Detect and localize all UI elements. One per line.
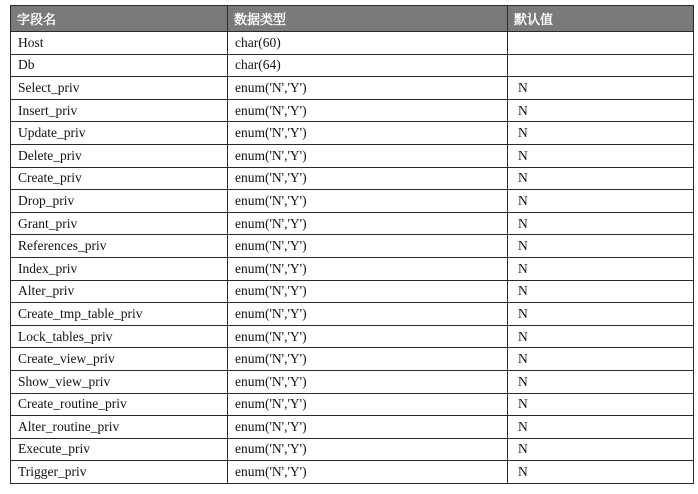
default-value-cell: N [508,257,694,280]
table-header-row [11,6,694,32]
default-value-cell: N [508,235,694,258]
table-row [11,438,694,461]
default-value-cell: N [508,370,694,393]
default-value-cell: N [508,212,694,235]
default-value-cell: N [508,144,694,167]
table-row [11,212,694,235]
data-type-cell: enum('N','Y') [228,99,508,122]
field-name-cell: Create_view_priv [11,348,228,371]
default-value-cell: N [508,122,694,145]
table-row [11,167,694,190]
header-data-type: 数据类型 [228,6,508,32]
table-body [11,32,694,484]
field-name-cell: Execute_priv [11,438,228,461]
field-name-cell: Lock_tables_priv [11,325,228,348]
field-table [10,5,694,484]
default-value-cell [508,54,694,77]
data-type-cell: char(60) [228,32,508,55]
default-value-cell: N [508,303,694,326]
data-type-cell: char(64) [228,54,508,77]
data-type-cell: enum('N','Y') [228,144,508,167]
data-type-cell: enum('N','Y') [228,325,508,348]
table-row [11,190,694,213]
default-value-cell: N [508,348,694,371]
field-name-cell: Alter_routine_priv [11,416,228,439]
data-type-cell: enum('N','Y') [228,393,508,416]
default-value-cell: N [508,167,694,190]
field-name-cell: Select_priv [11,77,228,100]
field-name-cell: Alter_priv [11,280,228,303]
table-row [11,54,694,77]
default-value-cell: N [508,393,694,416]
data-type-cell: enum('N','Y') [228,190,508,213]
data-type-cell: enum('N','Y') [228,167,508,190]
default-value-cell: N [508,280,694,303]
table-row [11,348,694,371]
data-type-cell: enum('N','Y') [228,303,508,326]
field-name-cell: Index_priv [11,257,228,280]
table-row [11,32,694,55]
table-row [11,461,694,484]
data-type-cell: enum('N','Y') [228,416,508,439]
table-row [11,416,694,439]
data-type-cell: enum('N','Y') [228,280,508,303]
header-field-name: 字段名 [11,6,228,32]
data-type-cell: enum('N','Y') [228,348,508,371]
data-type-cell: enum('N','Y') [228,77,508,100]
table-row [11,99,694,122]
table-row [11,393,694,416]
table-row [11,303,694,326]
header-default-value: 默认值 [508,6,694,32]
default-value-cell: N [508,77,694,100]
table-row [11,122,694,145]
data-type-cell: enum('N','Y') [228,235,508,258]
field-name-cell: Update_priv [11,122,228,145]
field-name-cell: Create_routine_priv [11,393,228,416]
field-name-cell: References_priv [11,235,228,258]
field-name-cell: Create_priv [11,167,228,190]
field-name-cell: Db [11,54,228,77]
table-row [11,77,694,100]
default-value-cell [508,32,694,55]
default-value-cell: N [508,438,694,461]
field-name-cell: Drop_priv [11,190,228,213]
table-row [11,325,694,348]
default-value-cell: N [508,416,694,439]
data-type-cell: enum('N','Y') [228,257,508,280]
field-name-cell: Show_view_priv [11,370,228,393]
field-name-cell: Host [11,32,228,55]
data-type-cell: enum('N','Y') [228,461,508,484]
field-name-cell: Grant_priv [11,212,228,235]
field-name-cell: Create_tmp_table_priv [11,303,228,326]
field-name-cell: Trigger_priv [11,461,228,484]
table-row [11,144,694,167]
default-value-cell: N [508,325,694,348]
field-table-container [10,5,693,484]
data-type-cell: enum('N','Y') [228,212,508,235]
default-value-cell: N [508,461,694,484]
default-value-cell: N [508,190,694,213]
data-type-cell: enum('N','Y') [228,370,508,393]
table-row [11,370,694,393]
data-type-cell: enum('N','Y') [228,438,508,461]
table-row [11,235,694,258]
default-value-cell: N [508,99,694,122]
field-name-cell: Delete_priv [11,144,228,167]
data-type-cell: enum('N','Y') [228,122,508,145]
field-name-cell: Insert_priv [11,99,228,122]
table-row [11,257,694,280]
table-row [11,280,694,303]
